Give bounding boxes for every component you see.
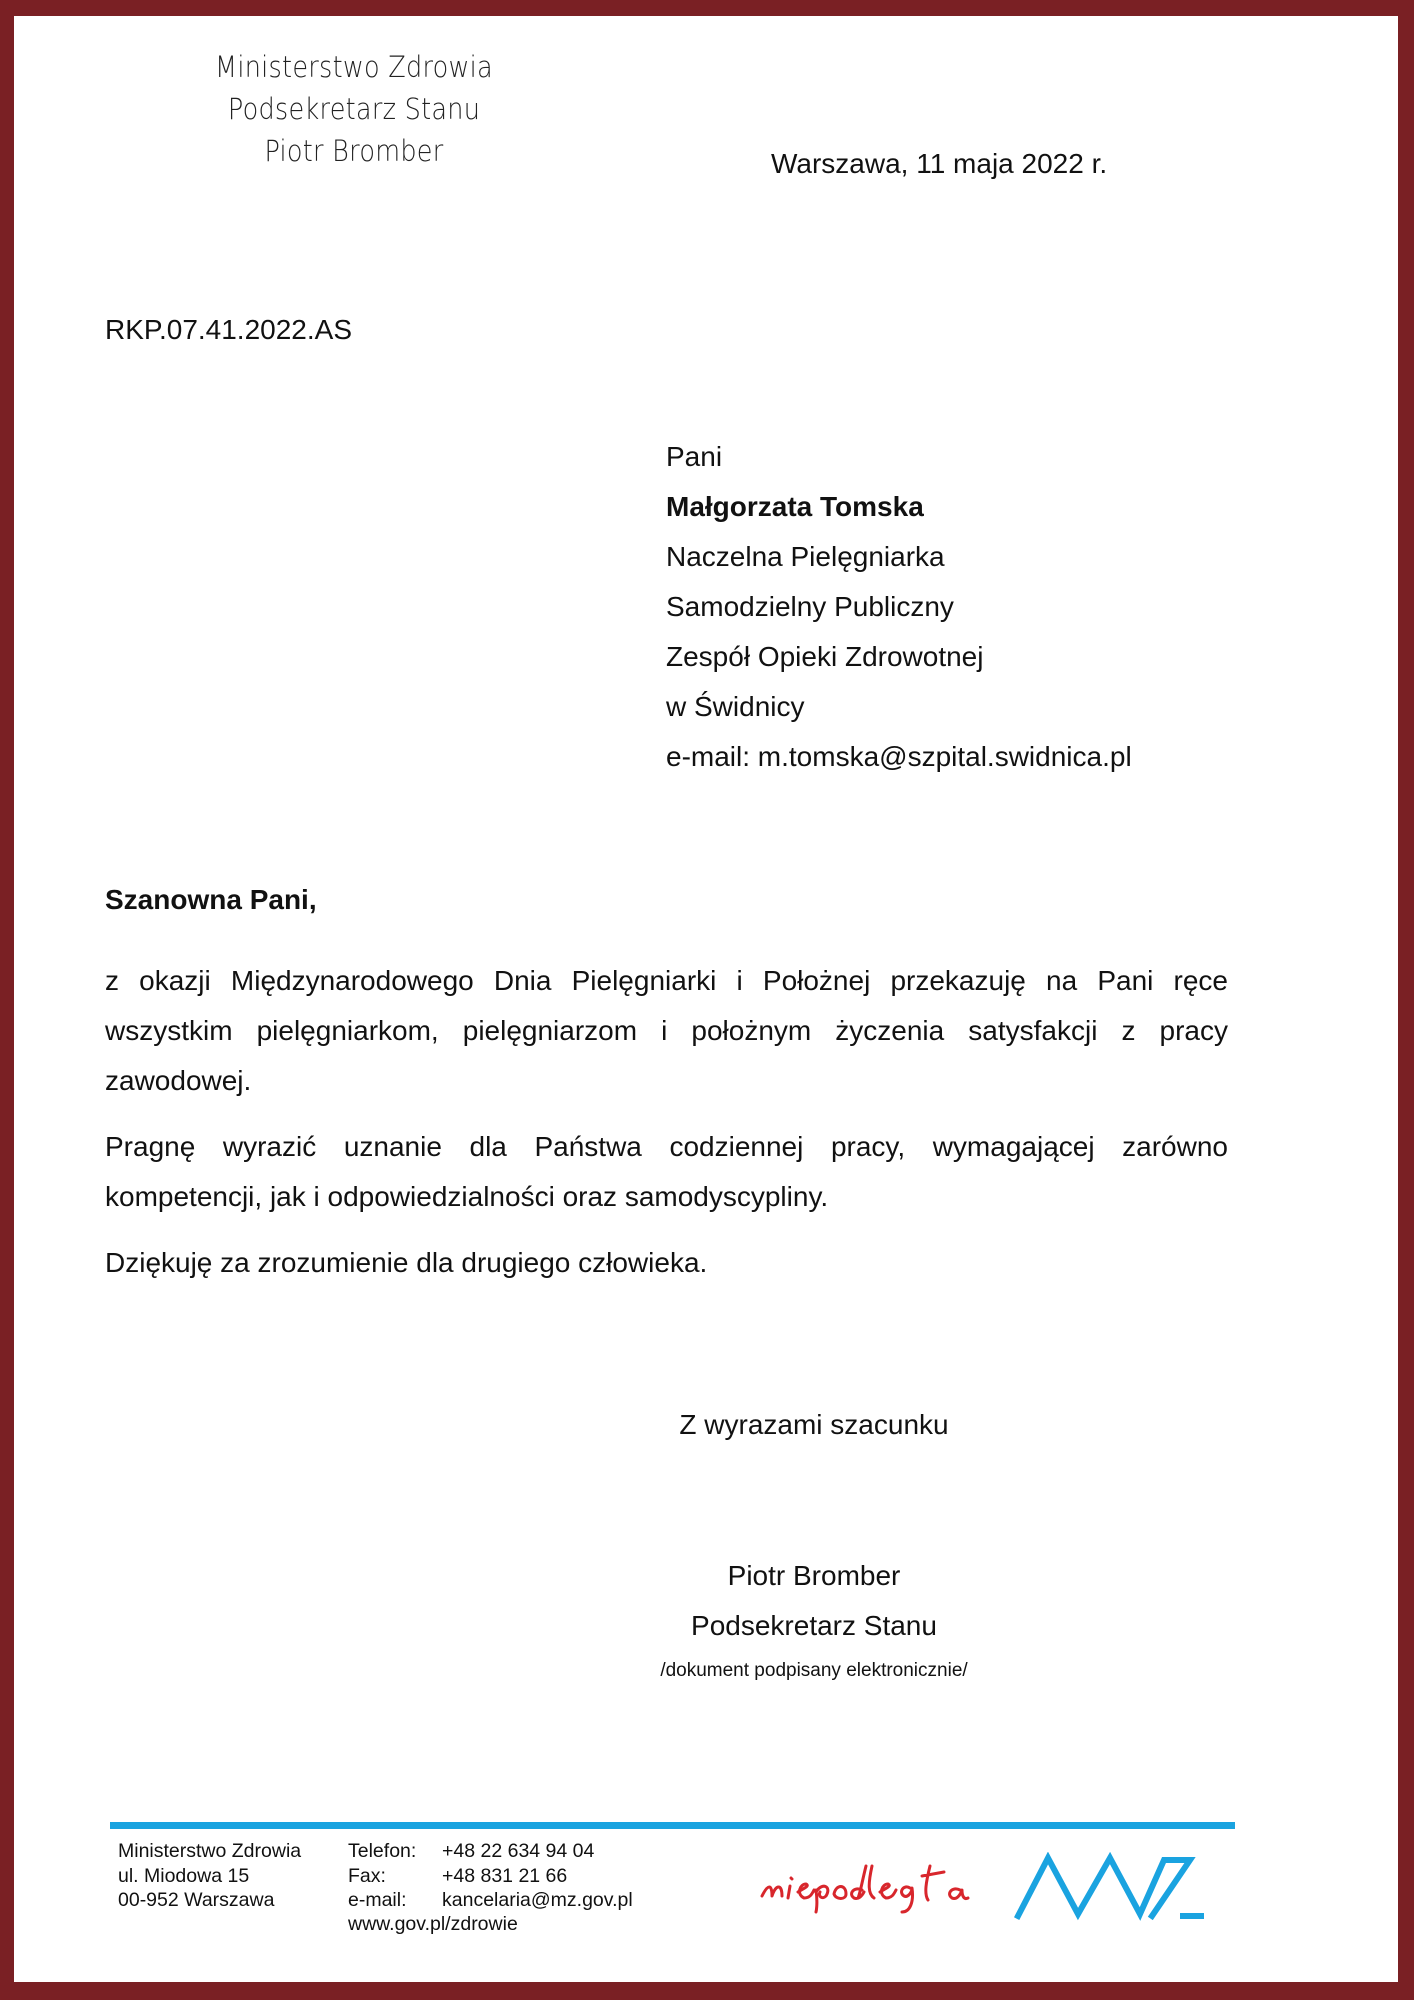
signature-note: /dokument podpisany elektronicznie/: [660, 1660, 968, 1681]
body-paragraph: Dziękuję za zrozumienie dla drugiego człowieka.: [105, 1247, 708, 1278]
body-paragraph: Pragnę wyrazić uznanie dla Państwa codziennej pracy, wymagającej zarówno kompetencji, jak i odpowiedzialności oraz samodyscypliny.: [105, 1131, 1228, 1212]
recipient-position: Naczelna Pielęgniarka: [666, 541, 945, 572]
footer-address-line: ul. Miodowa 15: [118, 1864, 250, 1887]
footer-address: [118, 1839, 301, 1913]
mz-logo-mark: [1014, 1852, 1214, 1922]
email-label: e-mail:: [348, 1889, 407, 1911]
email-link[interactable]: kancelaria@mz.gov.pl: [442, 1889, 633, 1911]
body-paragraph: z okazji Międzynarodowego Dnia Pielęgniarki i Położnej przekazuję na Pani ręce wszystkim pielęgniarkom, pielęgniarzom i położnym życzenia satysfakcji z pracy zawodowej.: [105, 965, 1228, 1096]
letterhead-person: Piotr Bromber: [264, 134, 444, 168]
letter-salutation: Szanowna Pani,: [105, 884, 317, 915]
website-link[interactable]: www.gov.pl/zdrowie: [348, 1913, 518, 1935]
phone-value: +48 22 634 94 04: [442, 1840, 595, 1862]
letter-body: [105, 956, 1228, 1304]
footer-address-line: Ministerstwo Zdrowia: [118, 1840, 302, 1862]
recipient-org-line: Zespół Opieki Zdrowotnej: [666, 641, 984, 672]
footer-address-line: 00-952 Warszawa: [118, 1889, 275, 1911]
signatory-title: Podsekretarz Stanu: [691, 1610, 937, 1641]
letterhead-ministry: Ministerstwo Zdrowia: [215, 50, 493, 84]
recipient-org-line: Samodzielny Publiczny: [666, 591, 954, 622]
signatory-name: Piotr Bromber: [727, 1560, 901, 1591]
letterhead: [178, 46, 530, 172]
letter-closing: Z wyrazami szacunku: [679, 1409, 949, 1440]
letter-date: Warszawa, 11 maja 2022 r.: [771, 148, 1108, 179]
letterhead-office: Podsekretarz Stanu: [227, 92, 481, 126]
mz-logo: [1014, 1852, 1214, 1927]
reference-number: RKP.07.41.2022.AS: [105, 314, 353, 345]
phone-label: Telefon:: [348, 1840, 417, 1862]
recipient-block: [666, 432, 1132, 782]
recipient-email: e-mail: m.tomska@szpital.swidnica.pl: [666, 741, 1132, 772]
fax-label: Fax:: [348, 1864, 386, 1887]
footer-contact-labels: [348, 1839, 416, 1913]
niepodlegla-logo-mark: [754, 1846, 984, 1916]
footer-divider: [110, 1822, 1235, 1829]
signature-block: [574, 1551, 1054, 1691]
footer-contact-values: [442, 1839, 633, 1913]
letter-page: [14, 16, 1398, 1982]
recipient-salutation: Pani: [666, 441, 723, 472]
recipient-org-line: w Świdnicy: [666, 691, 805, 722]
niepodlegla-logo: [754, 1846, 984, 1921]
fax-value: +48 831 21 66: [442, 1864, 568, 1887]
recipient-name: Małgorzata Tomska: [666, 491, 924, 522]
